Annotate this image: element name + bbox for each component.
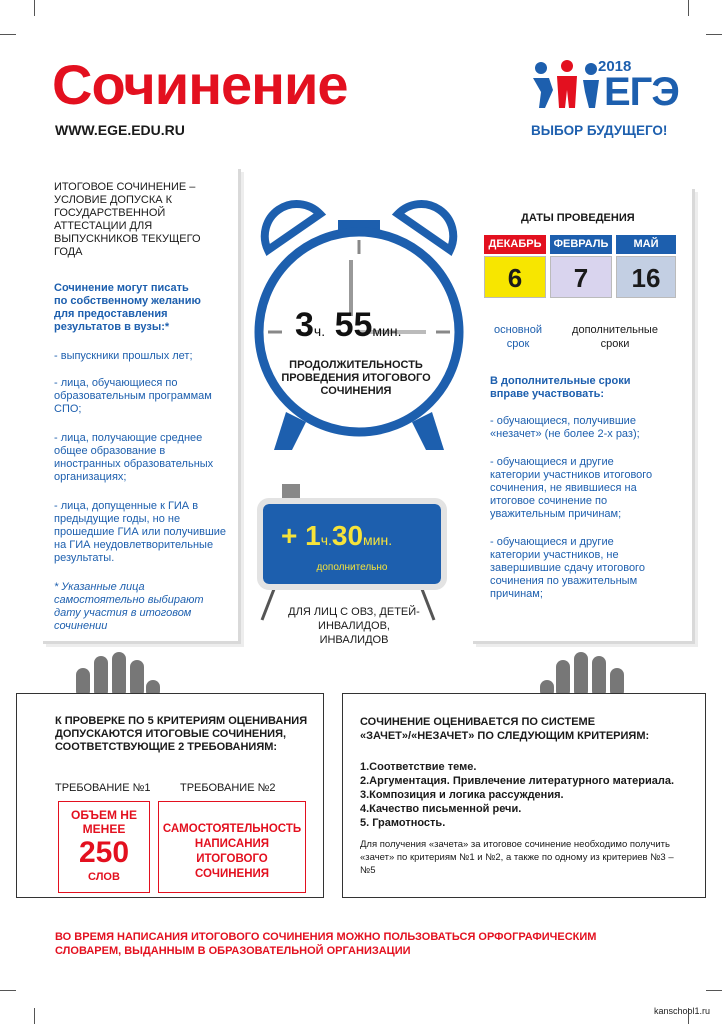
criteria-item: 3.Композиция и логика рассуждения. <box>360 789 564 801</box>
right-hand-icon <box>540 652 630 698</box>
month-may: МАЙ <box>616 235 676 254</box>
main-term-label: основной срок <box>494 324 542 350</box>
crop-mark-bl-h <box>0 990 16 991</box>
extra-label: дополнительно <box>316 562 388 573</box>
day-may: 16 <box>616 256 676 298</box>
site-url: WWW.EGE.EDU.RU <box>55 122 185 138</box>
criteria-item: 4.Качество письменной речи. <box>360 803 522 815</box>
watermark: kanschool1.ru <box>654 1006 711 1016</box>
left-panel-note: * Указанные лица самостоятельно выбирают дату участия в итоговом сочинении <box>54 581 204 632</box>
crop-mark-tl-h <box>0 34 16 35</box>
ege-logo-figures-icon <box>531 60 603 110</box>
month-december: ДЕКАБРЬ <box>484 235 546 254</box>
left-hand-icon <box>70 652 160 698</box>
logo-ege: ЕГЭ <box>604 70 679 114</box>
criteria-heading: СОЧИНЕНИЕ ОЦЕНИВАЕТСЯ ПО СИСТЕМЕ «ЗАЧЕТ»/«НЕЗАЧЕТ» ПО СЛЕДУЮЩИМ КРИТЕРИЯМ: <box>360 716 650 742</box>
extra-duration: + 1ч.30мин. <box>281 520 393 551</box>
requirement-2-text: САМОСТОЯТЕЛЬНОСТЬ НАПИСАНИЯ ИТОГОВОГО СОЧИНЕНИЯ <box>162 823 302 880</box>
criteria-item: 1.Соответствие теме. <box>360 761 477 773</box>
crop-mark-bl <box>34 1008 35 1024</box>
criteria-note: Для получения «зачета» за итоговое сочинение необходимо получить «зачет» по критериям №1 и №2, а также по одному из критериев №3 – №5 <box>360 839 674 876</box>
criteria-item: 5. Грамотность. <box>360 817 446 829</box>
footer-note: ВО ВРЕМЯ НАПИСАНИЯ ИТОГОВОГО СОЧИНЕНИЯ МОЖНО ПОЛЬЗОВАТЬСЯ ОРФОГРАФИЧЕСКИМ СЛОВАРЕМ, ВЫДАННЫМ В ОБРАЗОВАТЕЛЬНОЙ ОРГАНИЗАЦИИ <box>55 931 597 957</box>
left-panel-intro: Сочинение могут писать по собственному желанию для предоставления результатов в вузы:* <box>54 282 201 333</box>
extra-term-label: дополнительные сроки <box>572 324 658 350</box>
requirement-1-top: ОБЪЕМ НЕ МЕНЕЕ <box>71 808 137 836</box>
left-panel-heading: ИТОГОВОЕ СОЧИНЕНИЕ – УСЛОВИЕ ДОПУСКА К ГОСУДАРСТВЕННОЙ АТТЕСТАЦИИ ДЛЯ ВЫПУСКНИКОВ ТЕКУЩЕГО ГОДА <box>54 181 201 258</box>
requirement-1-number: 250 <box>78 836 130 869</box>
criteria-item: 2.Аргументация. Привлечение литературного материала. <box>360 775 675 787</box>
duration-label: ПРОДОЛЖИТЕЛЬНОСТЬ ПРОВЕДЕНИЯ ИТОГОВОГО СОЧИНЕНИЯ <box>281 359 431 397</box>
crop-mark-tr-h <box>706 34 722 35</box>
extra-terms-heading: В дополнительные сроки вправе участвовать: <box>490 375 631 400</box>
page-title: Сочинение <box>52 53 348 116</box>
day-december: 6 <box>484 256 546 298</box>
extra-terms-item: - обучающиеся и другие категории участников, не завершившие сдачу итогового сочинения по уважительным причинам; <box>490 536 645 600</box>
month-february: ФЕВРАЛЬ <box>550 235 612 254</box>
left-panel-item: - лица, получающие среднее общее образование в иностранных образовательных организациях; <box>54 432 214 483</box>
crop-mark-tr <box>688 0 689 16</box>
crop-mark-br-h <box>706 990 722 991</box>
requirements-heading: К ПРОВЕРКЕ ПО 5 КРИТЕРИЯМ ОЦЕНИВАНИЯ ДОПУСКАЮТСЯ ИТОГОВЫЕ СОЧИНЕНИЯ, СООТВЕТСТВУЮЩИЕ 2 ТРЕБОВАНИЯМ: <box>55 715 308 753</box>
requirement-1-unit: СЛОВ <box>88 871 120 883</box>
requirement-1-label: ТРЕБОВАНИЕ №1 <box>55 782 151 794</box>
logo-year: 2018 <box>598 58 632 75</box>
left-panel-item: - лица, обучающиеся по образовательным программам СПО; <box>54 377 212 415</box>
crop-mark-tl <box>34 0 35 16</box>
extra-for-whom: ДЛЯ ЛИЦ С ОВЗ, ДЕТЕЙ-ИНВАЛИДОВ, ИНВАЛИДОВ <box>288 606 420 646</box>
left-panel-item: - выпускники прошлых лет; <box>54 350 193 362</box>
extra-terms-item: - обучающиеся и другие категории участников итогового сочинения, не явившиеся на итоговое сочинение по уважительным причинам; <box>490 456 653 520</box>
day-february: 7 <box>550 256 612 298</box>
extra-terms-item: - обучающиеся, получившие «незачет» (не более 2-х раз); <box>490 415 640 440</box>
main-duration: 3ч. 55мин. <box>295 306 402 344</box>
requirement-2-label: ТРЕБОВАНИЕ №2 <box>180 782 276 794</box>
requirement-1-box <box>58 801 150 893</box>
left-panel-item: - лица, допущенные к ГИА в предыдущие годы, но не прошедшие ГИА или получившие на ГИА неудовлетворительные результаты. <box>54 500 227 564</box>
requirement-2-box <box>158 801 306 893</box>
logo-slogan: ВЫБОР БУДУЩЕГО! <box>531 123 668 138</box>
dates-title: ДАТЫ ПРОВЕДЕНИЯ <box>521 212 635 224</box>
